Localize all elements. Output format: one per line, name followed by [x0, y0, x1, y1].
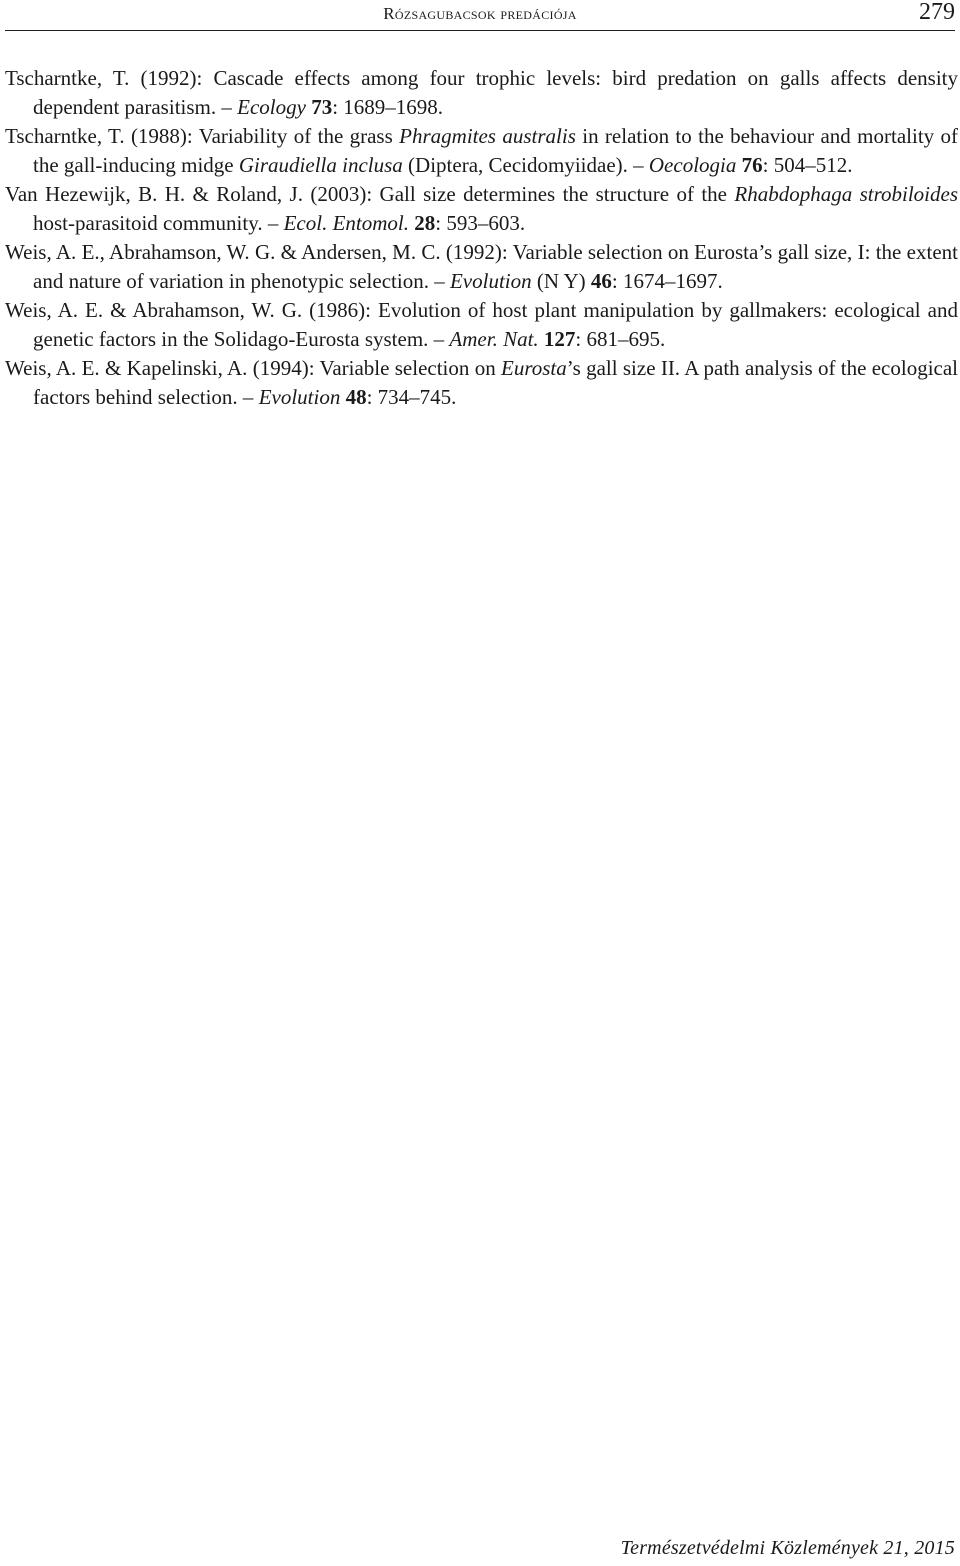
- reference-item: [5, 64, 958, 122]
- volume-number: 73: [311, 95, 333, 119]
- reference-item: [5, 180, 958, 238]
- page-range: : 734–745.: [366, 385, 457, 409]
- species-name: Rhabdophaga strobiloides: [734, 182, 958, 206]
- reference-text: (Diptera, Cecidomyiidae). –: [402, 153, 649, 177]
- reference-list: [5, 64, 958, 412]
- volume-number: 127: [543, 327, 576, 351]
- reference-text: Weis, A. E., Abrahamson, W. G. & Andersen, M. C. (1992): Variable selection on Eurosta’s gall size, I: the extent and nature of variation in phenotypic selection. –: [5, 240, 958, 293]
- volume-number: 48: [345, 385, 367, 409]
- reference-text: (N Y): [531, 269, 591, 293]
- running-title: Rózsagubacsok predációja: [383, 4, 577, 23]
- reference-text: Weis, A. E. & Kapelinski, A. (1994): Variable selection on: [5, 356, 502, 380]
- page-number: 279: [919, 0, 955, 25]
- reference-text: Tscharntke, T. (1988): Variability of the grass: [5, 124, 400, 148]
- journal-name: Oecologia: [648, 153, 737, 177]
- page-range: : 593–603.: [435, 211, 526, 235]
- reference-text: Tscharntke, T. (1992): Cascade effects among four trophic levels: bird predation on galls affects density dependent parasitism. –: [5, 66, 958, 119]
- volume-number: 28: [414, 211, 436, 235]
- volume-number: 46: [590, 269, 612, 293]
- journal-name: Evolution: [449, 269, 532, 293]
- running-head: [5, 0, 955, 31]
- species-name: Phragmites australis: [399, 124, 576, 148]
- page-range: : 1689–1698.: [332, 95, 444, 119]
- reference-item: [5, 122, 958, 180]
- journal-name: Evolution: [258, 385, 341, 409]
- reference-text: ’s gall size II. A path analysis of the ecological factors behind selection. –: [33, 356, 959, 409]
- volume-number: 76: [741, 153, 763, 177]
- reference-item: [5, 296, 958, 354]
- footer-journal: Természetvédelmi Közlemények 21, 2015: [620, 1537, 955, 1559]
- page-range: : 1674–1697.: [611, 269, 723, 293]
- journal-name: Amer. Nat.: [449, 327, 539, 351]
- reference-text: host-parasitoid community. –: [33, 211, 284, 235]
- reference-text: Van Hezewijk, B. H. & Roland, J. (2003): Gall size determines the structure of the: [5, 182, 735, 206]
- page-range: : 504–512.: [762, 153, 853, 177]
- page-range: : 681–695.: [575, 327, 666, 351]
- reference-item: [5, 354, 958, 412]
- species-name: Eurosta: [501, 356, 567, 380]
- species-name: Giraudiella inclusa: [238, 153, 403, 177]
- journal-name: Ecol. Entomol.: [283, 211, 410, 235]
- reference-item: [5, 238, 958, 296]
- journal-name: Ecology: [237, 95, 306, 119]
- reference-text: in relation to the behaviour and mortality of the gall-inducing midge: [33, 124, 959, 177]
- reference-text: Weis, A. E. & Abrahamson, W. G. (1986): Evolution of host plant manipulation by gallmakers: ecological and genetic factors in the Solidago-Eurosta system. –: [5, 298, 958, 351]
